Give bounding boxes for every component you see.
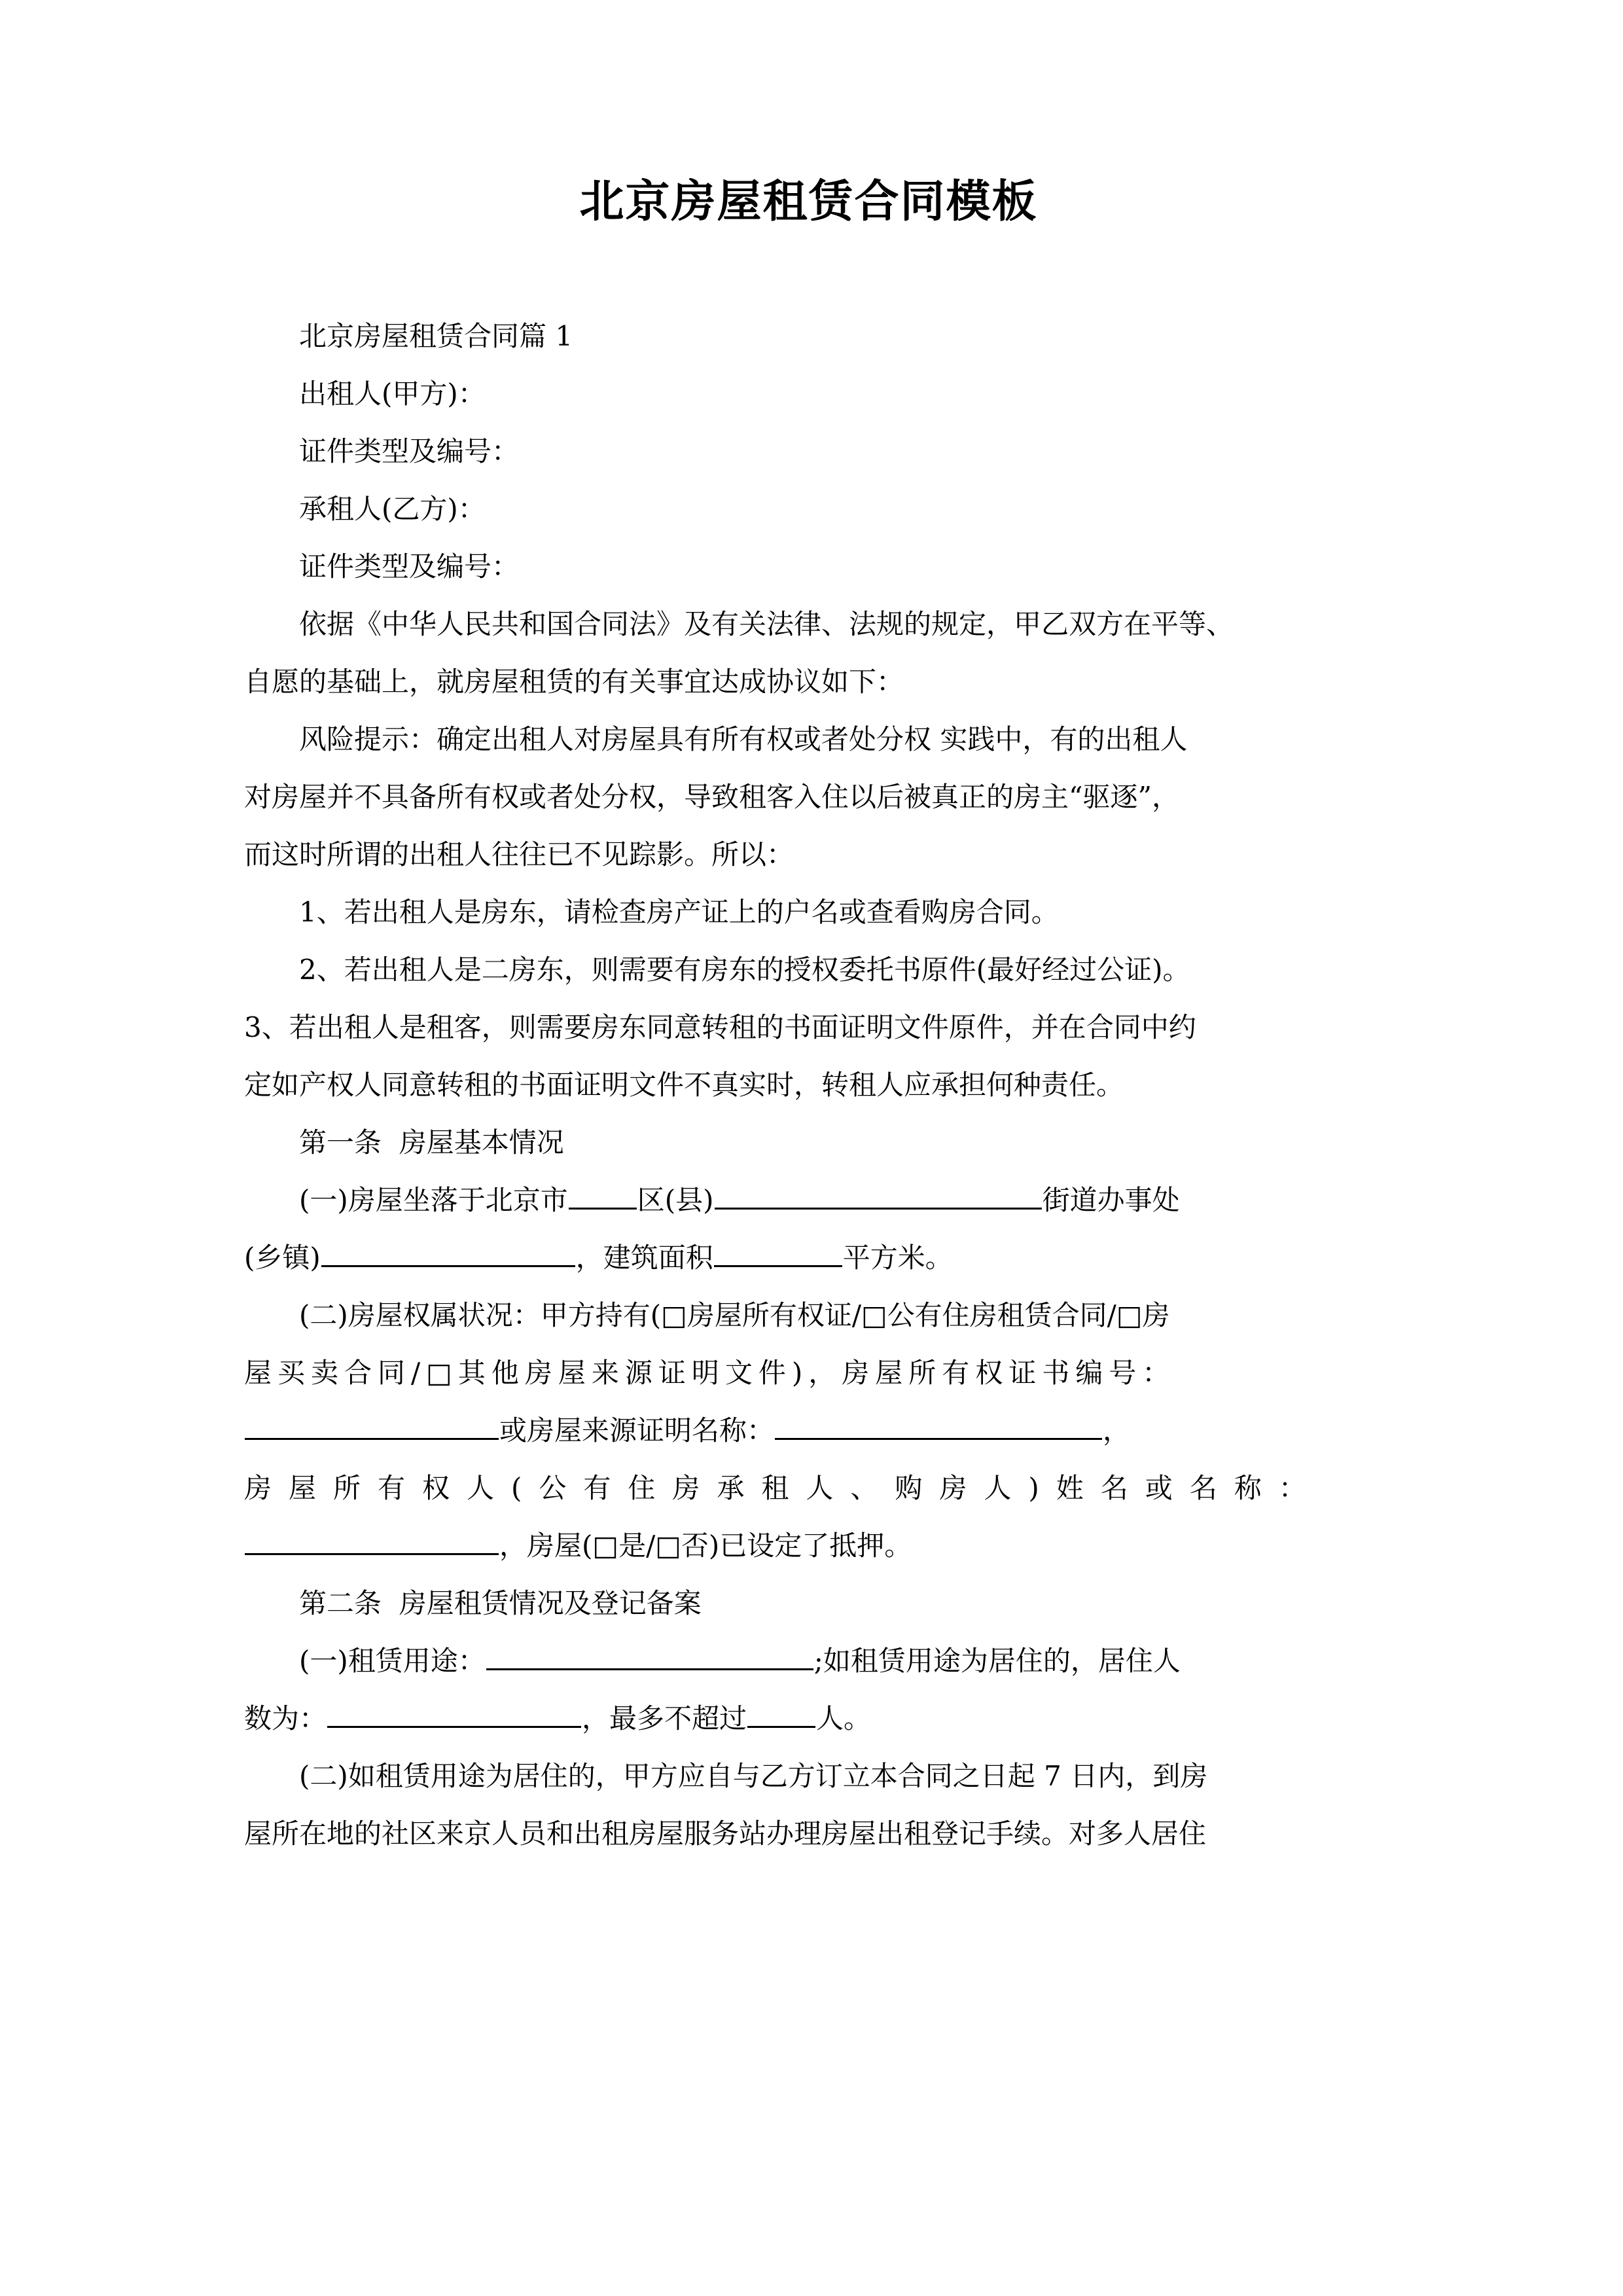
blank-building-area[interactable] bbox=[714, 1239, 842, 1267]
text-run: 人。 bbox=[816, 1702, 872, 1734]
paragraph-article2-item1-line1 bbox=[244, 1632, 1373, 1690]
blank-lease-purpose[interactable] bbox=[486, 1642, 813, 1670]
paragraph-legal-basis-line2: 自愿的基础上，就房屋租赁的有关事宜达成协议如下： bbox=[244, 665, 904, 698]
paragraph-lessor: 出租人(甲方)： bbox=[299, 377, 486, 410]
blank-district[interactable] bbox=[569, 1181, 637, 1210]
paragraph-risk-notice-line3: 而这时所谓的出租人往往已不见踪影。所以： bbox=[244, 838, 794, 870]
blank-township[interactable] bbox=[321, 1239, 575, 1267]
paragraph-risk-item-2: 2、若出租人是二房东，则需要有房东的授权委托书原件(最好经过公证)。 bbox=[299, 953, 1190, 986]
paragraph-heading-piece: 北京房屋租赁合同篇 1 bbox=[299, 319, 573, 352]
text-run: 数为： bbox=[244, 1702, 327, 1734]
page-title: 北京房屋租赁合同模板 bbox=[579, 176, 1038, 228]
heading-article-1: 第一条 房屋基本情况 bbox=[299, 1126, 564, 1158]
text-run: 或房屋来源证明名称： bbox=[499, 1414, 775, 1446]
blank-source-proof-name[interactable] bbox=[775, 1412, 1102, 1440]
document-body bbox=[244, 308, 1373, 1863]
text-run: 街道办事处 bbox=[1042, 1183, 1180, 1216]
paragraph-article1-item2-line1: (二)房屋权属状况：甲方持有(□房屋所有权证/□公有住房租赁合同/□房 bbox=[299, 1299, 1170, 1331]
paragraph-article2-item2-line1: (二)如租赁用途为居住的，甲方应自与乙方订立本合同之日起 7 日内，到房 bbox=[299, 1759, 1208, 1792]
paragraph-risk-notice-line2: 对房屋并不具备所有权或者处分权，导致租客入住以后被真正的房主“驱逐”， bbox=[244, 780, 1179, 813]
text-run: (乡镇) bbox=[244, 1241, 321, 1274]
text-run: ，建筑面积 bbox=[575, 1241, 713, 1274]
paragraph-article1-item1-line2 bbox=[244, 1229, 1373, 1287]
text-run: (一)房屋坐落于北京市 bbox=[299, 1183, 568, 1216]
blank-max-occupants[interactable] bbox=[747, 1700, 815, 1728]
document-content bbox=[244, 0, 1373, 1863]
paragraph-article1-item1-line1 bbox=[244, 1172, 1373, 1229]
text-run: ， bbox=[1103, 1414, 1131, 1446]
paragraph-article2-item2-line2: 屋所在地的社区来京人员和出租房屋服务站办理房屋出租登记手续。对多人居住 bbox=[244, 1817, 1207, 1850]
paragraph-risk-notice-line1: 风险提示：确定出租人对房屋具有所有权或者处分权 实践中，有的出租人 bbox=[299, 723, 1188, 755]
text-run: ，房屋(□是/□否)已设定了抵押。 bbox=[499, 1529, 912, 1562]
paragraph-article1-item2-line5 bbox=[244, 1517, 1373, 1575]
paragraph-lessee-id: 证件类型及编号： bbox=[299, 550, 520, 583]
text-run: 平方米。 bbox=[842, 1241, 953, 1274]
paragraph-article1-item2-line4: 房屋所有权人(公有住房承租人、购房人)姓名或名称： bbox=[244, 1471, 1323, 1504]
blank-ownership-certificate-no[interactable] bbox=[245, 1412, 499, 1440]
paragraph-article1-item2-line2: 屋买卖合同/□其他房屋来源证明文件)，房屋所有权证书编号： bbox=[244, 1356, 1176, 1389]
blank-occupant-count[interactable] bbox=[327, 1700, 581, 1728]
paragraph-article1-item2-line3 bbox=[244, 1402, 1373, 1460]
paragraph-lessor-id: 证件类型及编号： bbox=[299, 435, 520, 467]
blank-street-office[interactable] bbox=[715, 1181, 1042, 1210]
paragraph-risk-item-1: 1、若出租人是房东，请检查房产证上的户名或查看购房合同。 bbox=[299, 895, 1059, 928]
text-run: ;如租赁用途为居住的，居住人 bbox=[813, 1644, 1181, 1677]
paragraph-risk-item-3-line1: 3、若出租人是租客，则需要房东同意转租的书面证明文件原件，并在合同中约 bbox=[244, 1011, 1196, 1043]
text-run: 区(县) bbox=[637, 1183, 714, 1216]
paragraph-article2-item1-line2 bbox=[244, 1690, 1373, 1748]
text-run: ，最多不超过 bbox=[582, 1702, 747, 1734]
text-run: (一)租赁用途： bbox=[299, 1644, 486, 1677]
paragraph-lessee: 承租人(乙方)： bbox=[299, 492, 486, 525]
blank-owner-name[interactable] bbox=[245, 1527, 499, 1555]
paragraph-legal-basis-line1: 依据《中华人民共和国合同法》及有关法律、法规的规定，甲乙双方在平等、 bbox=[299, 607, 1234, 640]
paragraph-risk-item-3-line2: 定如产权人同意转租的书面证明文件不真实时，转租人应承担何种责任。 bbox=[244, 1068, 1124, 1101]
heading-article-2: 第二条 房屋租赁情况及登记备案 bbox=[299, 1587, 702, 1619]
